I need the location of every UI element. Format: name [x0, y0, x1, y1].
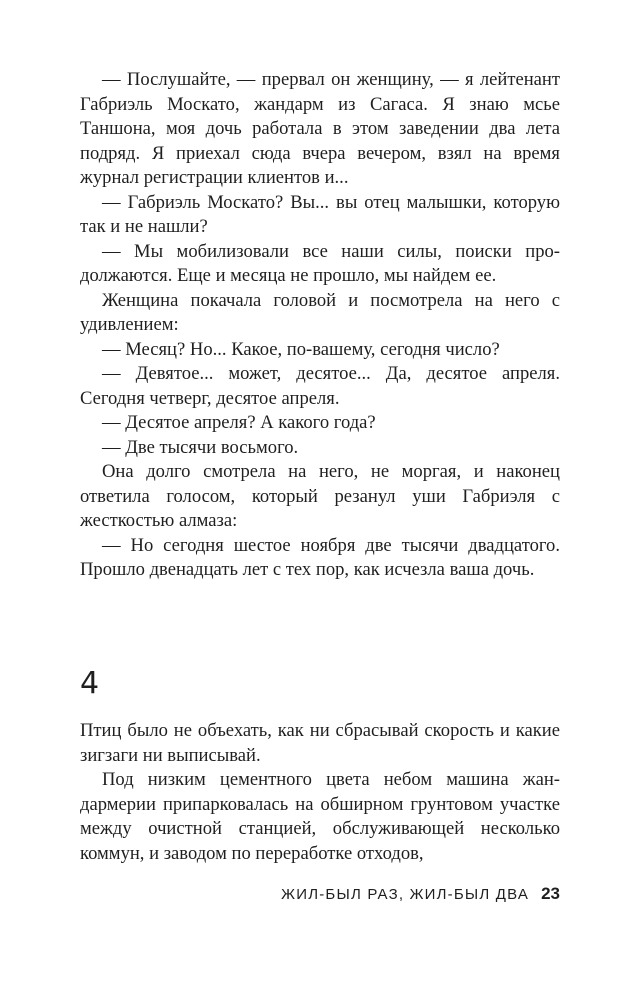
paragraph: — Послушайте, — прервал он женщину, — я лейтенант Габриэль Москато, жандарм из Сагаса. Я знаю мсье Таншона, моя дочь работала в этом заведении два лета подряд. Я приехал сюда вчера вечером, взял на время журнал регистрации клиентов и...: [80, 69, 560, 188]
text-block-dialogue: [80, 68, 560, 583]
paragraph: — Девятое... может, десятое... Да, десятое апреля. Сегодня четверг, десятое апреля.: [80, 363, 560, 409]
paragraph: Под низким цементного цвета небом машина жандармерии припарковалась на обширном грунтовом участке между очистной станцией, обслуживающей несколько коммун, и заводом по переработке отходов,: [80, 769, 560, 864]
paragraph: — Месяц? Но... Какое, по-вашему, сегодня число?: [102, 338, 500, 360]
running-title: ЖИЛ-БЫЛ РАЗ, ЖИЛ-БЫЛ ДВА: [281, 886, 530, 903]
page-number: 23: [541, 884, 560, 903]
paragraph: Птиц было не объехать, как ни сбрасывай скорость и какие зигзаги ни выписывай.: [80, 720, 560, 766]
chapter-number: 4: [80, 666, 100, 701]
paragraph: — Две тысячи восьмого.: [102, 436, 299, 458]
paragraph: — Но сегодня шестое ноября две тысячи двадцатого. Прошло двенадцать лет с тех пор, как исчезла ваша дочь.: [80, 534, 560, 580]
paragraph: — Мы мобилизовали все наши силы, поиски продолжаются. Еще и месяца не прошло, мы найдем ее.: [80, 240, 560, 286]
paragraph: Она долго смотрела на него, не моргая, и наконец ответила голосом, который резанул уши Габриэля с жесткостью алмаза:: [80, 461, 560, 531]
paragraph: — Десятое апреля? А какого года?: [102, 412, 376, 433]
paragraph: — Габриэль Москато? Вы... вы отец малышки, которую так и не нашли?: [80, 191, 560, 237]
paragraph: Женщина покачала головой и посмотрела на него с удивлением:: [80, 289, 560, 335]
running-footer: [281, 884, 560, 904]
text-block-chapter-opening: [80, 719, 560, 866]
